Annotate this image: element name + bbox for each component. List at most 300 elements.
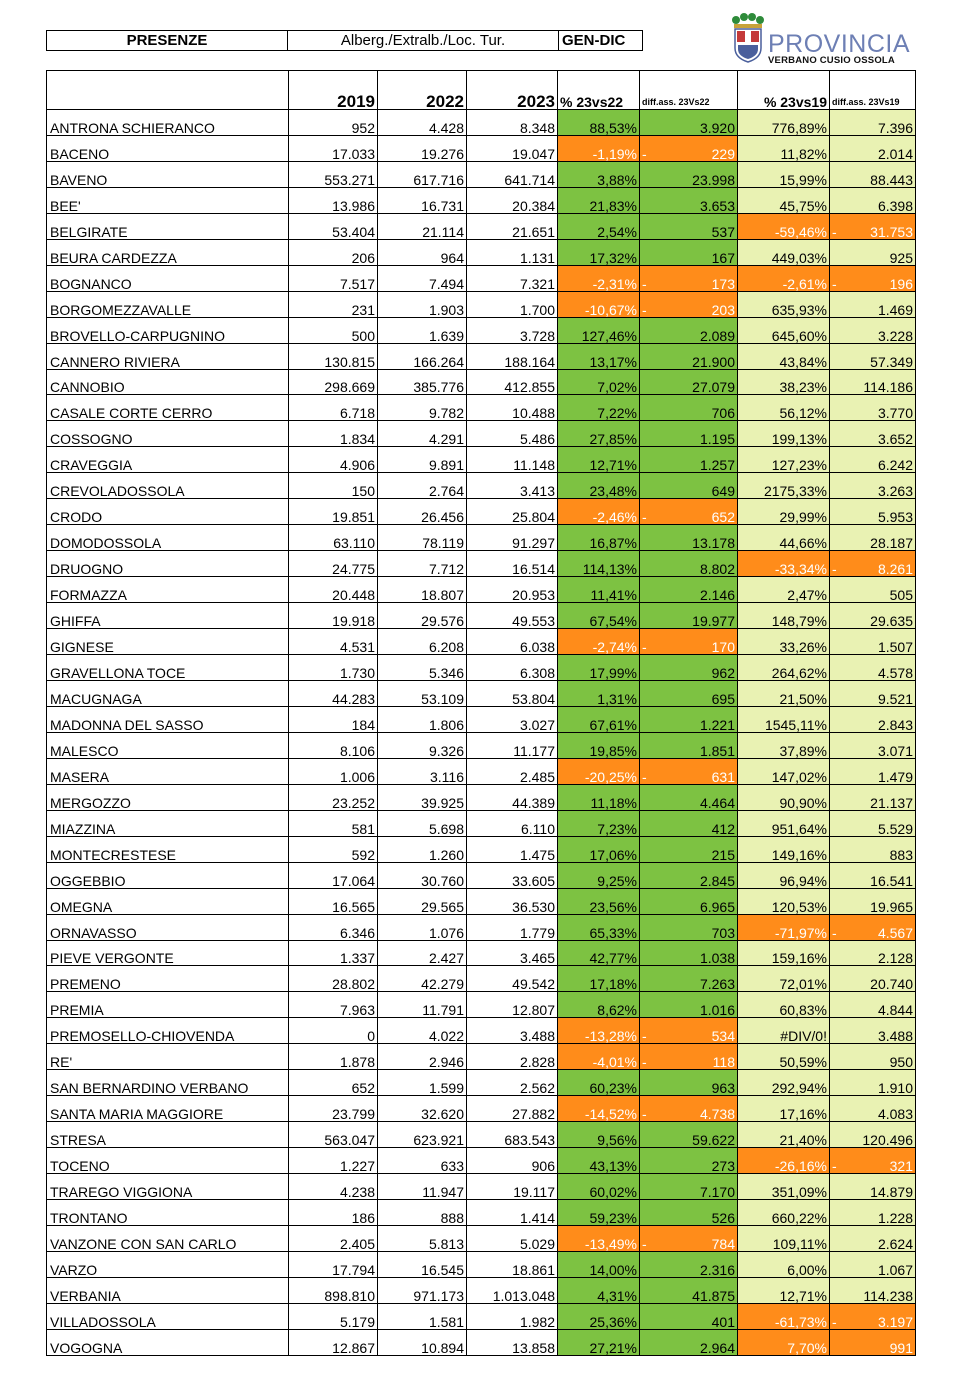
cell-value: 17.794 bbox=[332, 1261, 375, 1278]
cell-value: 1.903 bbox=[428, 301, 464, 318]
table-row bbox=[47, 499, 916, 525]
cell-value: PREMENO bbox=[50, 976, 121, 992]
cell-d22 bbox=[640, 291, 738, 317]
cell-p19 bbox=[738, 421, 830, 447]
cell-value: 385.776 bbox=[413, 379, 464, 395]
cell-value: 2.764 bbox=[428, 483, 464, 499]
logo-title: PROVINCIA bbox=[768, 30, 911, 58]
cell-d19 bbox=[830, 1148, 916, 1174]
cell-d22 bbox=[640, 1329, 738, 1355]
cell-value: 5.698 bbox=[428, 820, 464, 837]
cell-value: 1.475 bbox=[519, 846, 555, 863]
cell-y2022 bbox=[378, 110, 467, 136]
cell-d19 bbox=[830, 110, 916, 136]
cell-value: 5.953 bbox=[877, 509, 913, 525]
cell-value: 7.963 bbox=[339, 1002, 375, 1018]
cell-value: 44.283 bbox=[332, 690, 375, 707]
cell-value: 13.858 bbox=[512, 1339, 555, 1356]
cell-value: 1.639 bbox=[428, 327, 464, 344]
cell-d22 bbox=[640, 577, 738, 603]
cell-p19 bbox=[738, 1044, 830, 1070]
cell-value: 2.128 bbox=[877, 950, 913, 966]
cell-y2022 bbox=[378, 1148, 467, 1174]
cell-value: 784 bbox=[711, 1235, 735, 1252]
cell-value: 1.013.048 bbox=[492, 1287, 555, 1304]
cell-value: 5.529 bbox=[877, 820, 913, 837]
cell-p22 bbox=[558, 966, 640, 992]
cell-name bbox=[47, 343, 289, 369]
cell-value: 2.427 bbox=[428, 950, 464, 966]
cell-value: 114.238 bbox=[863, 1287, 913, 1304]
cell-y2022 bbox=[378, 680, 467, 706]
cell-value: 13.986 bbox=[332, 197, 375, 214]
cell-value: -2,46% bbox=[592, 509, 637, 525]
cell-value: 43,84% bbox=[779, 353, 827, 370]
cell-y2022 bbox=[378, 265, 467, 291]
cell-value: 2.014 bbox=[877, 145, 913, 162]
table-row bbox=[47, 291, 916, 317]
cell-value: 5.029 bbox=[519, 1235, 555, 1252]
cell-p22 bbox=[558, 629, 640, 655]
cell-p22 bbox=[558, 914, 640, 940]
cell-d19 bbox=[830, 551, 916, 577]
cell-name bbox=[47, 914, 289, 940]
cell-value: 6.208 bbox=[428, 639, 464, 655]
cell-name bbox=[47, 239, 289, 265]
cell-name bbox=[47, 603, 289, 629]
cell-value: 1.851 bbox=[699, 742, 735, 759]
cell-y2022 bbox=[378, 1200, 467, 1226]
cell-value: 617.716 bbox=[413, 171, 464, 188]
cell-value: 6.346 bbox=[339, 924, 375, 940]
table-row bbox=[47, 914, 916, 940]
cell-value: DRUOGNO bbox=[50, 561, 124, 577]
cell-value: 6.110 bbox=[521, 820, 555, 837]
cell-name bbox=[47, 213, 289, 239]
cell-y2019 bbox=[289, 499, 378, 525]
cell-value: 1.414 bbox=[519, 1209, 555, 1226]
cell-value: 652 bbox=[351, 1080, 375, 1096]
header-tipo: Alberg./Extralb./Loc. Tur. bbox=[288, 31, 559, 51]
cell-value: BACENO bbox=[50, 145, 110, 162]
cell-p22 bbox=[558, 1096, 640, 1122]
cell-value: 2.405 bbox=[339, 1235, 375, 1252]
cell-value: -1,19% bbox=[592, 145, 637, 162]
cell-value: 3.488 bbox=[519, 1028, 555, 1044]
cell-value: 29.576 bbox=[421, 613, 464, 629]
cell-value: 1.131 bbox=[519, 249, 555, 266]
cell-name bbox=[47, 135, 289, 161]
cell-value: 2.828 bbox=[519, 1054, 555, 1070]
cell-d19 bbox=[830, 1251, 916, 1277]
cell-value: 2.316 bbox=[699, 1261, 735, 1278]
cell-value: STRESA bbox=[50, 1132, 107, 1148]
cell-y2019 bbox=[289, 1044, 378, 1070]
cell-y2023 bbox=[467, 603, 558, 629]
cell-value: 1.834 bbox=[339, 431, 375, 447]
cell-p22 bbox=[558, 135, 640, 161]
cell-d22 bbox=[640, 343, 738, 369]
cell-value: 1.227 bbox=[339, 1158, 375, 1174]
cell-y2023 bbox=[467, 239, 558, 265]
cell-y2019 bbox=[289, 1225, 378, 1251]
cell-y2023 bbox=[467, 1070, 558, 1096]
cell-value: -2,74% bbox=[592, 639, 637, 655]
cell-value: 4.428 bbox=[428, 119, 464, 136]
cell-y2022 bbox=[378, 732, 467, 758]
cell-value: 1.469 bbox=[877, 301, 913, 318]
table-row bbox=[47, 1329, 916, 1355]
cell-y2019 bbox=[289, 992, 378, 1018]
cell-p22 bbox=[558, 836, 640, 862]
cell-value: 63.110 bbox=[333, 535, 375, 551]
table-row bbox=[47, 1070, 916, 1096]
cell-value: 127,23% bbox=[771, 457, 827, 473]
cell-value: COSSOGNO bbox=[50, 431, 133, 447]
cell-y2019 bbox=[289, 914, 378, 940]
cell-value: 6.398 bbox=[877, 197, 913, 214]
cell-name bbox=[47, 187, 289, 213]
cell-value: 449,03% bbox=[771, 249, 827, 266]
cell-d22 bbox=[640, 265, 738, 291]
cell-value: 3.465 bbox=[519, 950, 555, 966]
cell-value: 33.605 bbox=[512, 872, 555, 889]
table-row bbox=[47, 110, 916, 136]
column-header-row bbox=[47, 71, 916, 110]
cell-d19 bbox=[830, 499, 916, 525]
cell-p22 bbox=[558, 1329, 640, 1355]
cell-value: -61,73% bbox=[774, 1313, 827, 1330]
cell-y2023 bbox=[467, 447, 558, 473]
cell-d22 bbox=[640, 1174, 738, 1200]
cell-value: 1.878 bbox=[339, 1054, 375, 1070]
cell-d22 bbox=[640, 629, 738, 655]
cell-value: 170 bbox=[711, 639, 735, 655]
table-row bbox=[47, 888, 916, 914]
negative-marker: - bbox=[832, 223, 837, 240]
cell-d22 bbox=[640, 1251, 738, 1277]
cell-y2022 bbox=[378, 1225, 467, 1251]
cell-value: 13.178 bbox=[692, 535, 735, 551]
cell-d22 bbox=[640, 135, 738, 161]
cell-value: 203 bbox=[711, 301, 735, 318]
cell-value: -13,49% bbox=[584, 1235, 637, 1252]
cell-name bbox=[47, 1148, 289, 1174]
cell-p22 bbox=[558, 161, 640, 187]
cell-value: 8.106 bbox=[339, 742, 375, 759]
cell-d22 bbox=[640, 213, 738, 239]
table-row bbox=[47, 966, 916, 992]
cell-name bbox=[47, 1251, 289, 1277]
cell-y2019 bbox=[289, 110, 378, 136]
cell-p19 bbox=[738, 603, 830, 629]
cell-value: 505 bbox=[889, 587, 913, 603]
cell-value: ORNAVASSO bbox=[50, 924, 137, 940]
negative-marker: - bbox=[832, 561, 837, 577]
cell-value: 10.488 bbox=[512, 405, 555, 421]
cell-name bbox=[47, 369, 289, 395]
cell-value: 16.514 bbox=[512, 561, 555, 577]
cell-d22 bbox=[640, 992, 738, 1018]
cell-value: 7.321 bbox=[519, 275, 555, 292]
cell-value: 16.565 bbox=[332, 898, 375, 915]
cell-value: 1.730 bbox=[339, 664, 375, 681]
cell-y2022 bbox=[378, 1174, 467, 1200]
cell-value: 29.565 bbox=[421, 898, 464, 915]
cell-p22 bbox=[558, 1225, 640, 1251]
cell-y2022 bbox=[378, 629, 467, 655]
cell-value: 2.843 bbox=[877, 716, 913, 733]
cell-value: CASALE CORTE CERRO bbox=[50, 405, 213, 421]
cell-p19 bbox=[738, 680, 830, 706]
cell-value: 21.137 bbox=[870, 794, 913, 811]
cell-value: 42.279 bbox=[421, 976, 464, 992]
cell-value: 53.804 bbox=[512, 690, 555, 707]
cell-y2023 bbox=[467, 499, 558, 525]
cell-y2019 bbox=[289, 369, 378, 395]
cell-value: 12,71% bbox=[589, 457, 637, 473]
cell-value: 1.779 bbox=[519, 924, 555, 940]
cell-y2022 bbox=[378, 317, 467, 343]
cell-y2022 bbox=[378, 1122, 467, 1148]
cell-d22 bbox=[640, 499, 738, 525]
header-periodo: GEN-DIC bbox=[559, 31, 643, 51]
cell-value: 401 bbox=[711, 1313, 735, 1330]
cell-value: MACUGNAGA bbox=[50, 690, 142, 707]
cell-y2022 bbox=[378, 1018, 467, 1044]
table-row bbox=[47, 369, 916, 395]
cell-value: 12,71% bbox=[779, 1287, 827, 1304]
cell-name bbox=[47, 499, 289, 525]
cell-y2019 bbox=[289, 706, 378, 732]
cell-value: 635,93% bbox=[771, 301, 827, 318]
cell-value: 3.413 bbox=[519, 483, 555, 499]
cell-d22 bbox=[640, 1044, 738, 1070]
cell-value: 16.731 bbox=[421, 197, 464, 214]
cell-d22 bbox=[640, 187, 738, 213]
cell-y2023 bbox=[467, 265, 558, 291]
cell-value: 4.291 bbox=[428, 431, 464, 447]
cell-value: CRAVEGGIA bbox=[50, 457, 133, 473]
cell-value: 199,13% bbox=[771, 431, 827, 447]
cell-y2022 bbox=[378, 499, 467, 525]
cell-value: 5.346 bbox=[428, 664, 464, 681]
cell-value: 53.404 bbox=[332, 223, 375, 240]
cell-value: 6.965 bbox=[699, 898, 735, 915]
header-table bbox=[46, 30, 643, 51]
cell-value: 120.496 bbox=[862, 1132, 913, 1148]
cell-p19 bbox=[738, 940, 830, 966]
cell-d22 bbox=[640, 1018, 738, 1044]
cell-d19 bbox=[830, 525, 916, 551]
cell-y2022 bbox=[378, 551, 467, 577]
cell-value: 45,75% bbox=[779, 197, 827, 214]
cell-y2023 bbox=[467, 187, 558, 213]
cell-value: MIAZZINA bbox=[50, 820, 116, 837]
cell-value: BAVENO bbox=[50, 171, 108, 188]
cell-d19 bbox=[830, 1303, 916, 1329]
cell-y2019 bbox=[289, 758, 378, 784]
cell-y2019 bbox=[289, 888, 378, 914]
cell-value: 2.845 bbox=[699, 872, 735, 889]
cell-p19 bbox=[738, 992, 830, 1018]
table-row bbox=[47, 135, 916, 161]
table-row bbox=[47, 992, 916, 1018]
cell-d22 bbox=[640, 473, 738, 499]
cell-value: BELGIRATE bbox=[50, 223, 128, 240]
cell-value: 2175,33% bbox=[763, 483, 827, 499]
cell-value: 21,83% bbox=[589, 197, 637, 214]
cell-p22 bbox=[558, 473, 640, 499]
cell-d19 bbox=[830, 758, 916, 784]
cell-name bbox=[47, 629, 289, 655]
col-header-2023: 2023 bbox=[467, 71, 558, 110]
cell-p22 bbox=[558, 706, 640, 732]
cell-y2019 bbox=[289, 395, 378, 421]
table-row bbox=[47, 447, 916, 473]
cell-value: -4,01% bbox=[592, 1054, 637, 1070]
cell-y2019 bbox=[289, 1096, 378, 1122]
cell-y2019 bbox=[289, 1277, 378, 1303]
cell-value: BORGOMEZZAVALLE bbox=[50, 301, 192, 318]
cell-value: ANTRONA SCHIERANCO bbox=[50, 119, 215, 136]
cell-name bbox=[47, 966, 289, 992]
cell-value: 1.507 bbox=[877, 639, 913, 655]
cell-value: VILLADOSSOLA bbox=[50, 1313, 156, 1330]
cell-value: 925 bbox=[889, 249, 913, 266]
cell-value: 19.965 bbox=[870, 898, 913, 915]
cell-d19 bbox=[830, 1225, 916, 1251]
cell-value: 500 bbox=[351, 327, 375, 344]
cell-y2019 bbox=[289, 447, 378, 473]
cell-value: BOGNANCO bbox=[50, 275, 132, 292]
cell-value: BEE' bbox=[50, 197, 81, 214]
cell-p22 bbox=[558, 1070, 640, 1096]
cell-p19 bbox=[738, 1225, 830, 1251]
cell-d22 bbox=[640, 1277, 738, 1303]
cell-p22 bbox=[558, 343, 640, 369]
cell-value: 3.770 bbox=[877, 405, 913, 421]
cell-d19 bbox=[830, 784, 916, 810]
cell-value: CANNOBIO bbox=[50, 379, 125, 395]
cell-y2022 bbox=[378, 421, 467, 447]
cell-y2019 bbox=[289, 291, 378, 317]
negative-marker: - bbox=[642, 509, 647, 525]
cell-y2019 bbox=[289, 732, 378, 758]
negative-marker: - bbox=[642, 639, 647, 655]
cell-y2022 bbox=[378, 914, 467, 940]
cell-p19 bbox=[738, 395, 830, 421]
cell-d19 bbox=[830, 395, 916, 421]
cell-value: 6.308 bbox=[519, 664, 555, 681]
cell-y2022 bbox=[378, 1329, 467, 1355]
cell-y2023 bbox=[467, 706, 558, 732]
cell-d22 bbox=[640, 603, 738, 629]
cell-value: 56,12% bbox=[779, 405, 827, 421]
cell-p22 bbox=[558, 187, 640, 213]
cell-value: 1.337 bbox=[339, 950, 375, 966]
cell-value: 7,22% bbox=[597, 405, 637, 421]
cell-value: 351,09% bbox=[771, 1184, 827, 1200]
cell-p19 bbox=[738, 784, 830, 810]
cell-y2022 bbox=[378, 447, 467, 473]
cell-value: 150 bbox=[351, 483, 375, 499]
cell-y2022 bbox=[378, 473, 467, 499]
cell-p19 bbox=[738, 1096, 830, 1122]
cell-p19 bbox=[738, 447, 830, 473]
cell-value: 8.261 bbox=[877, 561, 913, 577]
cell-y2022 bbox=[378, 1251, 467, 1277]
cell-d19 bbox=[830, 135, 916, 161]
cell-p22 bbox=[558, 1303, 640, 1329]
cell-p22 bbox=[558, 603, 640, 629]
cell-name bbox=[47, 1174, 289, 1200]
cell-y2023 bbox=[467, 1174, 558, 1200]
cell-p19 bbox=[738, 265, 830, 291]
cell-value: 11,18% bbox=[590, 794, 637, 811]
cell-y2019 bbox=[289, 161, 378, 187]
cell-value: 3.920 bbox=[699, 119, 735, 136]
cell-d19 bbox=[830, 1044, 916, 1070]
cell-d22 bbox=[640, 810, 738, 836]
cell-value: 159,16% bbox=[771, 950, 827, 966]
negative-marker: - bbox=[642, 145, 647, 162]
cell-value: SAN BERNARDINO VERBANO bbox=[50, 1080, 249, 1096]
cell-p19 bbox=[738, 732, 830, 758]
cell-d22 bbox=[640, 836, 738, 862]
cell-name bbox=[47, 1070, 289, 1096]
cell-value: 3.652 bbox=[877, 431, 913, 447]
cell-value: 633 bbox=[440, 1158, 464, 1174]
cell-y2019 bbox=[289, 1303, 378, 1329]
table-row bbox=[47, 1018, 916, 1044]
cell-value: 0 bbox=[367, 1028, 375, 1044]
cell-y2022 bbox=[378, 343, 467, 369]
cell-d19 bbox=[830, 1096, 916, 1122]
cell-y2022 bbox=[378, 784, 467, 810]
cell-value: 7.263 bbox=[699, 976, 735, 992]
cell-d19 bbox=[830, 966, 916, 992]
cell-y2023 bbox=[467, 551, 558, 577]
cell-value: 20.953 bbox=[512, 587, 555, 603]
cell-d19 bbox=[830, 655, 916, 681]
cell-value: 2.562 bbox=[519, 1080, 555, 1096]
cell-d22 bbox=[640, 421, 738, 447]
cell-value: 43,13% bbox=[589, 1158, 637, 1174]
cell-p19 bbox=[738, 655, 830, 681]
cell-y2019 bbox=[289, 940, 378, 966]
col-header-diff-23vs19: diff.ass. 23Vs19 bbox=[830, 71, 916, 110]
cell-value: 149,16% bbox=[771, 846, 827, 863]
table-row bbox=[47, 343, 916, 369]
cell-value: 96,94% bbox=[779, 872, 827, 889]
cell-value: 23.799 bbox=[332, 1106, 375, 1122]
cell-value: 188.164 bbox=[504, 353, 555, 370]
cell-y2022 bbox=[378, 213, 467, 239]
cell-d22 bbox=[640, 1122, 738, 1148]
cell-value: PREMIA bbox=[50, 1002, 104, 1018]
cell-value: -59,46% bbox=[774, 223, 827, 240]
cell-value: 2.485 bbox=[519, 768, 555, 785]
cell-value: 3,88% bbox=[597, 171, 637, 188]
cell-p22 bbox=[558, 499, 640, 525]
cell-y2022 bbox=[378, 603, 467, 629]
cell-value: 7.396 bbox=[877, 119, 913, 136]
cell-value: 3.263 bbox=[877, 483, 913, 499]
cell-y2023 bbox=[467, 317, 558, 343]
col-header-diff-23vs22: diff.ass. 23Vs22 bbox=[640, 71, 738, 110]
cell-p22 bbox=[558, 421, 640, 447]
